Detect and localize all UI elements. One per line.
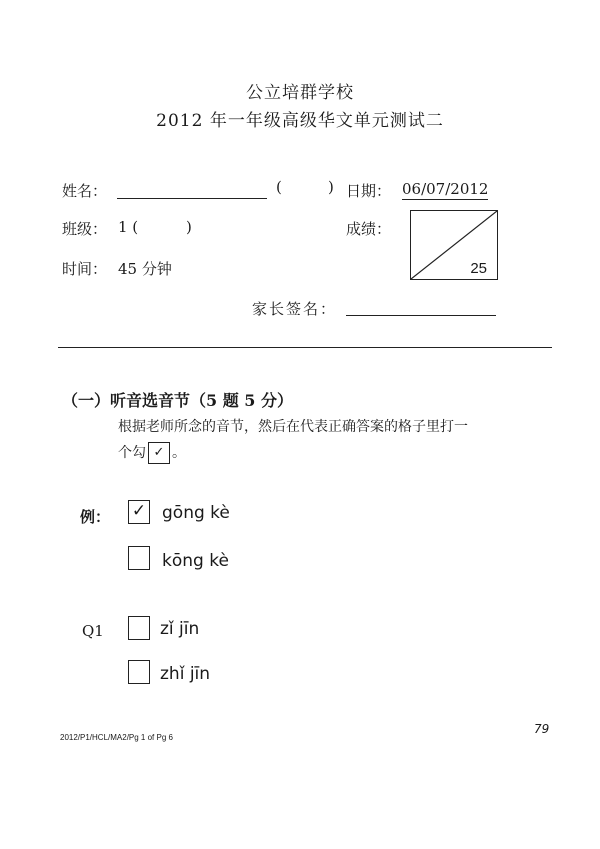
- school-name: 公立培群学校: [246, 83, 354, 103]
- example-option-1-checkbox[interactable]: ✓: [128, 500, 150, 524]
- score-label: 成绩：: [346, 220, 392, 238]
- parent-sign-label: 家长签名：: [252, 300, 338, 318]
- example-option-2-pinyin: kōng kè: [162, 551, 229, 571]
- instruction-text: 个勾: [118, 445, 146, 461]
- name-field[interactable]: [117, 198, 267, 199]
- q1-option-1-pinyin: zǐ jīn: [160, 619, 200, 639]
- example-label: 例：: [80, 508, 111, 526]
- section1-instruction-line2: [118, 442, 186, 464]
- question-label: Q1: [82, 622, 104, 640]
- parent-sign-field[interactable]: [346, 315, 496, 316]
- instruction-end: 。: [172, 445, 186, 461]
- date-value: 06/07/2012: [402, 180, 489, 198]
- class-paren-close: ): [186, 218, 192, 236]
- score-total: 25: [470, 260, 487, 277]
- footer-page-code: 2012/P1/HCL/MA2/Pg 1 of Pg 6: [60, 733, 173, 742]
- test-title: 2012 年一年级高级华文单元测试二: [156, 111, 444, 131]
- section1-heading: （一）听音选音节（5 题 5 分）: [62, 391, 293, 410]
- date-label: 日期：: [346, 182, 392, 200]
- score-box: [410, 210, 498, 280]
- example-option-2-checkbox[interactable]: [128, 546, 150, 570]
- time-label: 时间：: [62, 260, 108, 278]
- paren-open: (: [276, 178, 282, 196]
- q1-option-2-pinyin: zhǐ jīn: [160, 664, 211, 684]
- name-label: 姓名：: [62, 182, 108, 200]
- handwritten-mark: 79: [534, 722, 550, 736]
- time-value: 45 分钟: [118, 260, 172, 278]
- class-value: 1 (: [118, 218, 139, 236]
- class-label: 班级：: [62, 220, 108, 238]
- q1-option-1-checkbox[interactable]: [128, 616, 150, 640]
- q1-option-2-checkbox[interactable]: [128, 660, 150, 684]
- section-divider: [58, 347, 552, 348]
- section1-instruction-line1: 根据老师所念的音节，然后在代表正确答案的格子里打一: [118, 419, 468, 435]
- example-option-1-pinyin: gōng kè: [162, 503, 230, 523]
- paren-close: ): [328, 178, 334, 196]
- sample-check-box: ✓: [148, 442, 170, 464]
